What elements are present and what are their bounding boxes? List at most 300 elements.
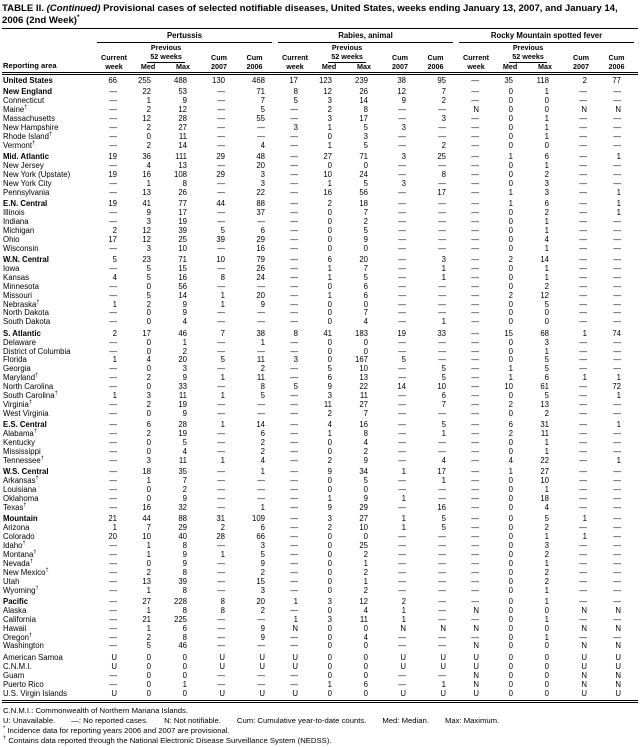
table-row [2,457,638,466]
data-cell: 33 [437,328,446,338]
data-cell: N [615,670,621,680]
data-cell: — [398,105,406,115]
data-cell: 0 [327,131,332,141]
row-label: Kentucky [3,438,36,448]
data-cell: 61 [540,382,549,392]
data-cell: — [471,467,479,477]
data-cell: — [471,131,479,141]
data-cell: — [398,140,406,150]
data-cell: 1 [544,122,549,132]
data-cell: — [109,485,117,495]
data-cell: — [109,429,117,439]
table-row [2,115,638,124]
data-cell: 10 [540,476,549,486]
data-cell: — [109,541,117,551]
data-cell: 66 [256,532,265,542]
row-label: Missouri [3,290,33,300]
data-cell: 41 [323,328,332,338]
data-cell: 7 [363,263,368,273]
data-cell: — [290,467,298,477]
data-cell: 7 [220,328,225,338]
data-cell: — [290,208,298,218]
data-cell: 5 [441,523,446,533]
data-cell: 48 [256,152,265,162]
col-max: Max [538,61,553,71]
data-cell: 5 [544,514,549,524]
row-label: New Jersey [3,160,44,170]
data-cell: — [613,225,621,235]
data-cell: 0 [508,391,513,401]
data-cell: U [440,688,446,698]
data-cell: 2 [146,299,151,309]
data-cell: 0 [327,558,332,568]
table-row [2,171,638,180]
data-cell: 1 [293,597,298,606]
data-cell: — [613,243,621,253]
data-cell: — [613,140,621,150]
footnote-star-marker: * [3,725,6,732]
data-cell: — [471,408,479,418]
data-cell: 1 [363,558,368,568]
data-cell: — [471,632,479,642]
data-cell: — [109,216,117,226]
data-cell: 0 [508,96,513,106]
data-cell: — [613,113,621,123]
data-cell: 8 [182,605,187,615]
data-cell: — [613,263,621,273]
data-cell: 7 [441,399,446,409]
data-cell: — [257,679,265,689]
data-cell: — [109,494,117,504]
data-cell: 5 [441,420,446,430]
table-row [2,218,638,227]
data-cell: — [438,178,446,188]
data-cell: — [217,585,225,595]
data-cell: 4 [146,355,151,365]
data-cell: — [438,605,446,615]
data-cell: 1 [582,328,587,338]
data-cell: 27 [359,514,368,524]
data-cell: 77 [612,75,621,85]
row-label: Delaware [3,337,36,347]
data-cell: U [400,661,406,671]
data-cell: — [438,308,446,318]
data-cell: 11 [256,373,265,383]
data-cell: — [109,446,117,456]
data-cell: 20 [256,290,265,300]
data-cell: 0 [508,623,513,633]
data-cell: 1 [220,549,225,559]
data-cell: — [398,131,406,141]
data-cell: — [438,299,446,309]
data-cell: 0 [508,263,513,273]
data-cell: — [217,494,225,504]
data-cell: — [290,308,298,318]
data-cell: 4 [182,446,187,456]
data-cell: — [398,408,406,418]
data-cell: 9 [363,455,368,465]
row-label: Arkansas† [3,475,39,486]
table-row [2,274,638,283]
data-cell: — [290,446,298,456]
table-row [2,236,638,245]
footnote-star [3,726,638,736]
data-cell: 1 [544,346,549,356]
data-cell: — [613,585,621,595]
data-cell: 2 [146,140,151,150]
data-cell: 2 [327,408,332,418]
row-label: Puerto Rico [3,679,44,689]
data-cell: U [111,661,117,671]
data-cell: — [257,485,265,495]
data-cell: U [219,652,225,662]
data-cell: — [290,558,298,568]
data-cell: — [398,549,406,559]
col-previous-52-weeks: Previous 52 weeks Med Max [312,44,382,71]
data-cell: 0 [146,364,151,374]
data-cell: — [471,328,479,338]
col-current-week: Current week [463,53,489,71]
data-cell: 0 [363,688,368,698]
data-cell: — [579,391,587,401]
data-cell: — [290,169,298,179]
data-cell: 5 [441,514,446,524]
data-cell: 1 [146,476,151,486]
data-cell: 0 [508,281,513,291]
data-cell: 0 [363,346,368,356]
data-cell: — [217,467,225,477]
data-cell: U [581,652,587,662]
data-cell: 4 [508,455,513,465]
data-cell: — [438,485,446,495]
data-cell: — [217,243,225,253]
data-cell: 0 [363,243,368,253]
data-cell: 3 [327,597,332,606]
data-cell: 1 [401,514,406,524]
data-cell: 0 [363,652,368,662]
data-cell: 15 [504,328,513,338]
data-cell: 0 [544,652,549,662]
data-cell: — [217,281,225,291]
data-cell: 1 [508,364,513,374]
data-cell: — [290,281,298,291]
data-cell: — [471,355,479,365]
data-cell: 0 [544,641,549,651]
data-cell: 0 [508,514,513,524]
data-cell: — [290,429,298,439]
data-cell: 1 [582,514,587,524]
data-cell: — [438,567,446,577]
data-cell: — [613,178,621,188]
data-cell: U [111,652,117,662]
data-cell: 0 [327,632,332,642]
data-cell: 27 [142,597,151,606]
data-cell: — [398,272,406,282]
data-cell: 2 [146,373,151,383]
data-cell: 11 [178,455,187,465]
row-label: Massachusetts [3,113,56,123]
table-row [2,124,638,133]
dagger-marker: † [36,298,40,305]
data-cell: 2 [544,408,549,418]
data-cell: 0 [327,308,332,318]
data-cell: U [400,652,406,662]
data-cell: 2 [260,605,265,615]
table-title-continued: (Continued) [46,3,101,14]
row-label: Louisiana [3,485,37,495]
data-cell: — [613,272,621,282]
data-cell: — [579,263,587,273]
table-row [2,551,638,560]
data-cell: — [398,641,406,651]
data-cell: 1 [146,549,151,559]
data-cell: — [398,532,406,542]
row-label: Maryland† [3,372,39,383]
data-cell: 0 [508,308,513,318]
table-row [2,200,638,209]
data-cell: 35 [178,467,187,477]
data-cell: — [290,420,298,430]
data-cell: — [613,169,621,179]
data-cell: 4 [182,317,187,327]
table-row [2,162,638,171]
data-cell: — [471,243,479,253]
data-cell: N [615,679,621,689]
data-cell: 13 [142,187,151,197]
row-label: Washington [3,641,44,651]
data-cell: — [471,255,479,265]
data-cell: 9 [182,558,187,568]
data-cell: 183 [354,328,368,338]
data-cell: N [615,623,621,633]
data-cell: 6 [441,391,446,401]
data-cell: N [615,605,621,615]
data-cell: — [613,346,621,356]
data-cell: 0 [544,317,549,327]
data-cell: 1 [112,523,117,533]
data-cell: — [257,408,265,418]
data-cell: 109 [251,514,265,524]
data-cell: 3 [544,337,549,347]
data-cell: 2 [582,75,587,85]
data-cell: — [217,382,225,392]
data-cell: N [440,623,446,633]
data-cell: — [290,641,298,651]
row-label: W.S. Central [3,467,49,477]
data-cell: — [290,523,298,533]
data-cell: 7 [363,208,368,218]
data-cell: — [579,122,587,132]
data-cell: — [217,485,225,495]
row-label: Guam [3,670,25,680]
row-label: Ohio [3,234,20,244]
data-cell: 19 [397,328,406,338]
data-cell: 16 [359,420,368,430]
data-cell: 2 [363,446,368,456]
table-row [2,631,638,643]
data-cell: 41 [142,199,151,209]
footnote-cnmi: C.N.M.I.: Commonwealth of Northern Mariana Islands. [3,706,188,716]
row-label: U.S. Virgin Islands [3,688,67,698]
data-cell: — [471,420,479,430]
data-cell: 0 [327,476,332,486]
data-cell: — [613,308,621,318]
row-label: Oregon† [3,631,33,642]
row-label: New England [3,87,52,97]
data-cell: 9 [260,558,265,568]
data-cell: 8 [363,429,368,439]
data-cell: 0 [327,549,332,559]
data-cell: — [471,160,479,170]
data-cell: — [290,255,298,265]
data-cell: 5 [544,355,549,365]
data-cell: 16 [178,272,187,282]
data-cell: 37 [256,208,265,218]
data-cell: 0 [508,317,513,327]
table-row [2,569,638,578]
col-cum-2006: Cum 2006 [246,53,263,71]
data-cell: U [615,652,621,662]
data-cell: 2 [544,281,549,291]
data-cell: 0 [327,234,332,244]
data-cell: 13 [540,399,549,409]
data-cell: — [398,337,406,347]
data-cell: 3 [363,131,368,141]
data-cell: 0 [146,317,151,327]
data-cell: 24 [256,272,265,282]
data-cell: 1 [582,532,587,542]
data-cell: — [217,576,225,586]
data-cell: 2 [112,328,117,338]
data-cell: — [613,494,621,504]
data-cell: 1 [508,187,513,197]
data-cell: — [109,558,117,568]
data-cell: 29 [359,502,368,512]
dagger-marker: † [40,455,44,462]
data-cell: — [217,216,225,226]
data-cell: 0 [508,346,513,356]
data-cell: — [217,317,225,327]
data-cell: — [438,355,446,365]
data-cell: 0 [146,337,151,347]
data-cell: — [471,299,479,309]
table-row [2,189,638,198]
data-cell: — [290,199,298,209]
data-cell: 88 [256,199,265,209]
data-cell: — [471,263,479,273]
data-cell: — [290,408,298,418]
data-cell: N [400,623,406,633]
data-cell: N [581,605,587,615]
data-cell: 4 [112,272,117,282]
data-cell: 3 [182,364,187,374]
data-cell: 55 [256,113,265,123]
header-groups [94,31,638,71]
data-cell: 1 [146,605,151,615]
data-cell: 1 [616,455,621,465]
data-cell: 1 [220,420,225,430]
data-cell: 1 [146,96,151,106]
data-cell: 16 [142,502,151,512]
data-cell: — [613,87,621,97]
data-cell: 0 [544,670,549,680]
data-cell: 0 [327,281,332,291]
data-cell: — [257,308,265,318]
data-cell: U [292,688,298,698]
data-cell: 0 [508,652,513,662]
data-cell: — [438,122,446,132]
data-cell: — [579,87,587,97]
data-cell: 2 [146,632,151,642]
data-cell: 9 [327,382,332,392]
data-cell: — [217,364,225,374]
row-label: Montana† [3,549,37,559]
data-cell: 2 [327,523,332,533]
data-cell: 2 [327,105,332,115]
data-cell: 3 [146,243,151,253]
data-cell: 0 [327,541,332,551]
data-cell: — [438,281,446,291]
data-cell: 71 [359,152,368,162]
data-cell: 4 [260,455,265,465]
data-cell: 77 [178,199,187,209]
data-cell: 2 [146,429,151,439]
legend-item: U: Unavailable. [3,716,56,726]
data-cell: — [398,399,406,409]
table-row [2,227,638,236]
data-cell: — [109,364,117,374]
data-cell: 0 [146,558,151,568]
data-cell: 0 [363,641,368,651]
data-cell: — [579,632,587,642]
data-cell: — [613,216,621,226]
data-cell: — [471,446,479,456]
group-name: Pertussis [97,31,272,43]
data-cell: 12 [142,113,151,123]
data-cell: 1 [112,299,117,309]
data-cell: 13 [142,576,151,586]
data-cell: 108 [173,169,187,179]
data-cell: 3 [146,455,151,465]
table-row [2,309,638,318]
data-cell: 3 [293,355,298,365]
row-label: Iowa [3,263,20,273]
data-cell: N [581,679,587,689]
data-cell: 0 [327,605,332,615]
data-cell: 1 [616,208,621,218]
data-cell: — [438,446,446,456]
row-label: Rhode Island† [3,131,53,141]
data-cell: — [438,234,446,244]
data-cell: — [613,467,621,477]
data-cell: — [613,399,621,409]
data-cell: 1 [220,299,225,309]
data-cell: 0 [508,576,513,586]
data-cell: 3 [260,169,265,179]
column-group-0 [94,31,275,71]
data-cell: — [217,429,225,439]
data-cell: — [257,641,265,651]
data-cell: 0 [544,605,549,615]
data-cell: U [581,688,587,698]
data-cell: 3 [544,187,549,197]
legend-item: —: No reported cases. [71,716,149,726]
data-cell: 0 [363,623,368,633]
data-cell: 0 [508,532,513,542]
data-cell: 2 [508,255,513,265]
data-cell: — [398,169,406,179]
data-cell: 0 [327,688,332,698]
